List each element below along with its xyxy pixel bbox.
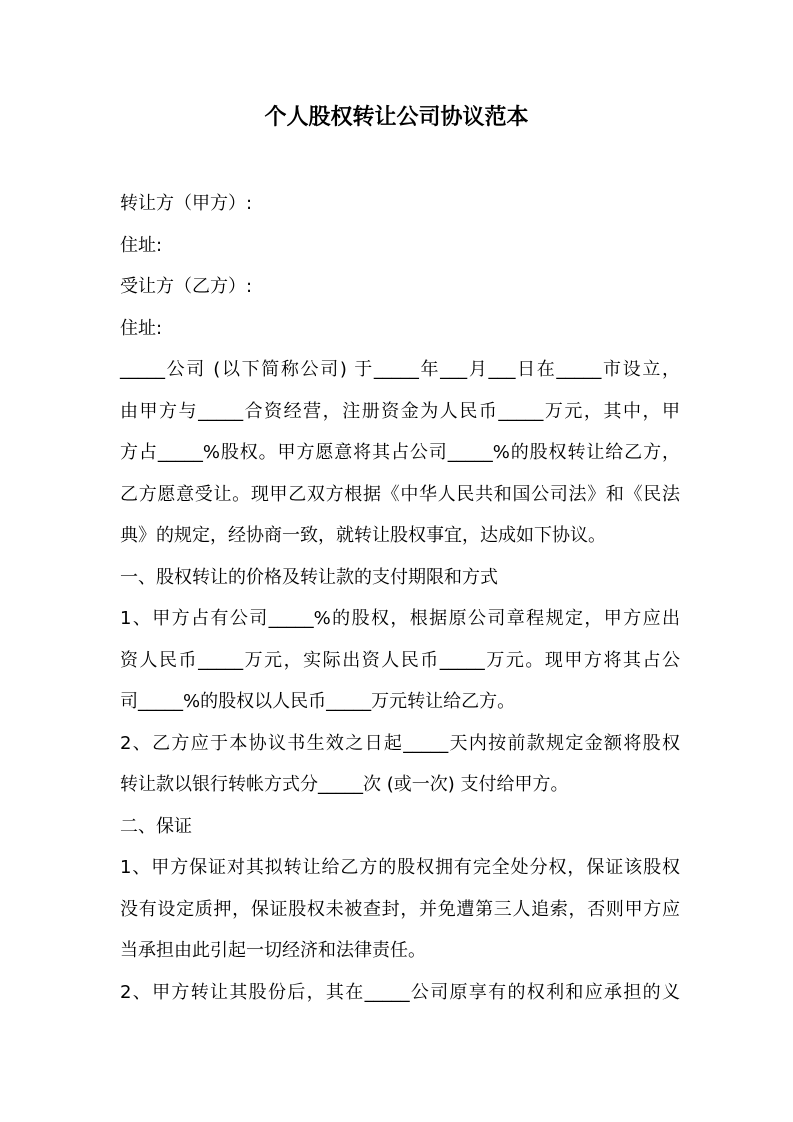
preamble-line-2: 由甲方与_____合资经营，注册资金为人民币_____万元，其中，甲: [120, 400, 680, 422]
section-2-heading: 二、保证: [120, 815, 192, 837]
clause-1-1-line-2: 资人民币_____万元，实际出资人民币_____万元。现甲方将其占公: [120, 649, 680, 671]
party-a-label: 转让方（甲方）:: [120, 193, 253, 214]
party-a-address-label: 住址:: [120, 234, 163, 256]
clause-2-1-line-1: 1、甲方保证对其拟转让给乙方的股权拥有完全处分权，保证该股权: [120, 857, 680, 878]
party-b-address-label: 住址:: [120, 317, 163, 339]
clause-1-1-line-3: 司_____%的股权以人民币_____万元转让给乙方。: [120, 691, 516, 712]
document-title: 个人股权转让公司协议范本: [264, 105, 529, 130]
clause-2-2-line-1: 2、甲方转让其股份后，其在_____公司原享有的权利和应承担的义: [120, 981, 680, 1003]
party-b-label: 受让方（乙方）:: [120, 276, 253, 297]
preamble-line-5: 典》的规定，经协商一致，就转让股权事宜，达成如下协议。: [120, 525, 606, 546]
clause-1-2-line-1: 2、乙方应于本协议书生效之日起_____天内按前款规定金额将股权: [120, 732, 680, 754]
preamble-line-3: 方占_____%股权。甲方愿意将其占公司_____%的股权转让给乙方，: [120, 442, 680, 463]
clause-2-1-line-2: 没有设定质押，保证股权未被查封，并免遭第三人追索，否则甲方应: [120, 898, 680, 920]
preamble-line-4: 乙方愿意受让。现甲乙双方根据《中华人民共和国公司法》和《民法: [120, 483, 680, 505]
clause-1-2-line-2: 转让款以银行转帐方式分_____次 (或一次) 支付给甲方。: [120, 774, 569, 795]
section-1-heading: 一、股权转让的价格及转让款的支付期限和方式: [120, 566, 498, 588]
clause-2-1-line-3: 当承担由此引起一切经济和法律责任。: [120, 940, 426, 961]
clause-1-1-line-1: 1、甲方占有公司_____%的股权，根据原公司章程规定，甲方应出: [120, 608, 680, 629]
document-body: [120, 183, 680, 1013]
preamble-line-1: _____公司 (以下简称公司) 于_____年___月___日在_____市设立，: [120, 359, 680, 380]
